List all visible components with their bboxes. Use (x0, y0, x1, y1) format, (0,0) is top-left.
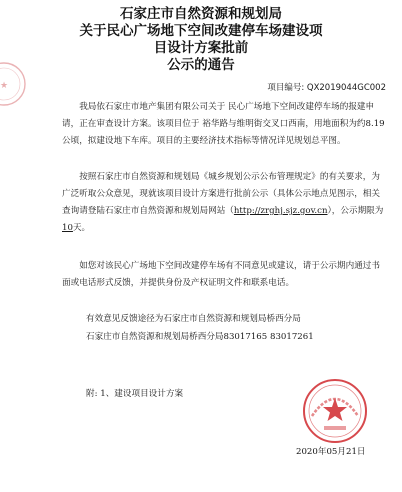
svg-text:★: ★ (0, 81, 9, 91)
title-line-3: 目设计方案批前 (153, 40, 249, 56)
official-seal-stamp (300, 376, 370, 446)
website-link[interactable]: http://zrghj.sjz.gov.cn (233, 206, 328, 216)
publicity-text-a: 按照石家庄市自然资源和规划局《城乡规划公示公布管理规定》的有关要求，为广泛听取公众意见，现就该项目设计方案进行批前公示（具体公示地点见图示，相关查询请登陆石家庄市自然资源和规划局网站（ (62, 172, 380, 216)
paragraph-feedback: 如您对该民心广场地下空间改建停车场有不同意见或建议，请于公示期内通过书面或电话形式反馈，并提供身份及产权证明文件和联系电话。 (62, 261, 380, 288)
notice-title (28, 6, 374, 74)
title-line-2: 关于民心广场地下空间改建停车场建设项 (79, 23, 323, 39)
paragraph-application: 我局依石家庄市地产集团有限公司关于 民心广场地下空间改建停车场的报建申请，正在审查设计方案。该项目位于 裕华路与维明街交叉口西南，用地面积为约8.19 公顷，拟建设地下车库。项目的主要经济技术指标等情况详见规划总平图。 (62, 102, 385, 146)
paragraph-publicity (62, 169, 388, 237)
contact-line-2: 石家庄市自然资源和规划局桥西分局83017165 83017261 (86, 332, 314, 342)
title-line-4: 公示的通告 (167, 57, 235, 73)
contact-line-1: 有效意见反馈途径为石家庄市自然资源和规划局桥西分局 (86, 314, 301, 324)
project-number: 项目编号: QX2019044GC002 (267, 83, 386, 93)
publicity-text-c: 天。 (72, 223, 91, 233)
partial-seal-stamp-left (0, 60, 28, 108)
publicity-days: 10 (62, 223, 73, 233)
title-line-1: 石家庄市自然资源和规划局 (120, 6, 282, 22)
notice-date: 2020年05月21日 (296, 447, 366, 457)
publicity-text-b: ），公示期限为 (327, 206, 384, 216)
attachment-list: 附: 1、建设项目设计方案 (86, 389, 184, 399)
